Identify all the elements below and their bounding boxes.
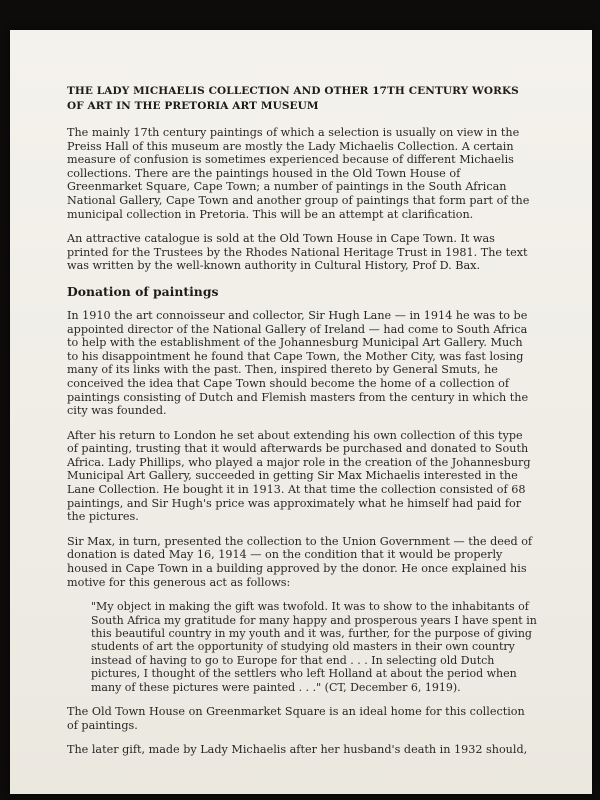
lane-paragraph: In 1910 the art connoisseur and collector, Sir Hugh Lane — in 1914 he was to be appointed director of the National Gallery of Ireland — had come to South Africa to help with the establishment of the Johannesburg Municipal Art Gallery. Much to his disappointment he found that Cape Town, the Mother City, was fast losing many of its links with the past. Then, inspired thereto by General Smuts, he conceived the idea that Cape Town should become the home of a collection of paintings consisting of Dutch and Flemish masters from the century in which the city was founded.: [67, 308, 529, 418]
purchase-paragraph: After his return to London he set about extending his own collection of this type of painting, trusting that it would afterwards be purchased and donated to South Africa. Lady Phillips, who played a major role in the creation of the Johannesburg Municipal Art Gallery, succeeded in getting Sir Max Michaelis interested in the Lane Collection. He bought it in 1913. At that time the collection consisted of 68 paintings, and Sir Hugh's price was approximately what he himself had paid for the pictures.: [67, 428, 531, 524]
old-town-house-paragraph: The Old Town House on Greenmarket Square is an ideal home for this collection of paintings.: [67, 705, 525, 732]
later-gift-paragraph: The later gift, made by Lady Michaelis after her husband's death in 1932 should,: [67, 743, 528, 757]
michaelis-quote: "My object in making the gift was twofold. It was to show to the inhabitants of South Africa my gratitude for many happy and prosperous years I have spent in this beautiful country in my youth and it was, further, for the purpose of giving students of art the opportunity of studying old masters in their own country instead of having to go to Europe for that end . . . In selecting old Dutch pictures, I thought of the settlers who left Holland at about the period when many of these pictures were painted . . ." (CT, December 6, 1919).: [91, 600, 537, 694]
document-page: [10, 30, 592, 794]
intro-paragraph: The mainly 17th century paintings of which a selection is usually on view in the Preiss Hall of this museum are mostly the Lady Michaelis Collection. A certain measure of confusion is sometimes experienced because of different Michaelis collections. There are the paintings housed in the Old Town House of Greenmarket Square, Cape Town; a number of paintings in the South African National Gallery, Cape Town and another group of paintings that form part of the municipal collection in Pretoria. This will be an attempt at clarification.: [67, 126, 530, 221]
catalogue-paragraph: An attractive catalogue is sold at the Old Town House in Cape Town. It was printed for the Trustees by the Rhodes National Heritage Trust in 1981. The text was written by the well-known authority in Cultural History, Prof D. Bax.: [67, 232, 528, 273]
document-title: THE LADY MICHAELIS COLLECTION AND OTHER 17TH CENTURY WORKS OF ART IN THE PRETORIA ART MUSEUM: [67, 85, 519, 112]
document-body: [67, 84, 537, 768]
section-heading: Donation of paintings: [67, 283, 219, 299]
donation-paragraph: Sir Max, in turn, presented the collection to the Union Government — the deed of donation is dated May 16, 1914 — on the condition that it would be properly housed in Cape Town in a building approved by the donor. He once explained his motive for this generous act as follows:: [67, 534, 533, 589]
